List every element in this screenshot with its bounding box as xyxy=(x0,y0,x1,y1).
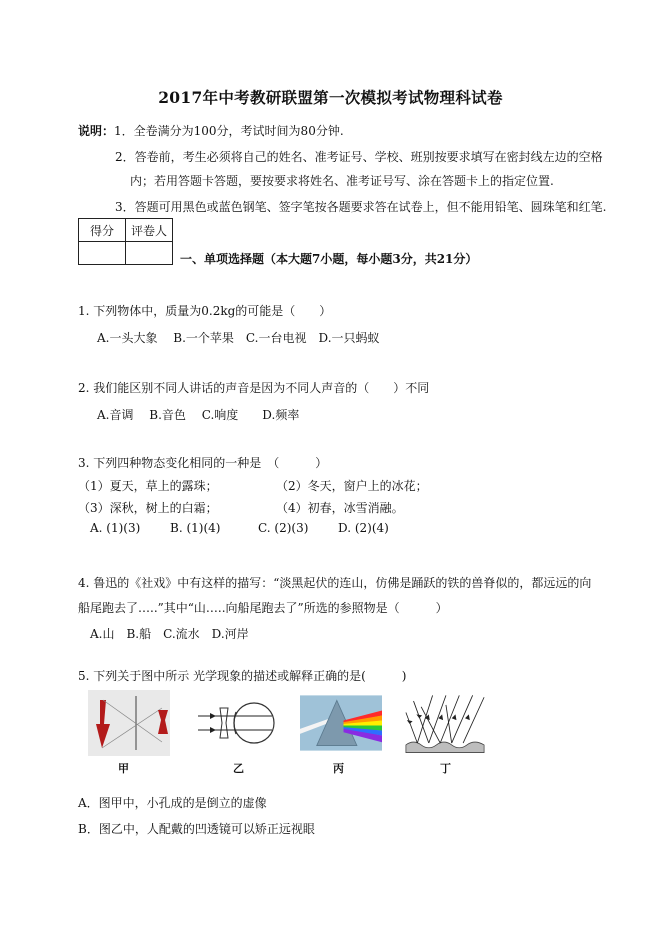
score-header: 得分 xyxy=(79,219,126,242)
instruction-2: 2．答卷前，考生必须将自己的姓名、准考证号、学校、班别按要求填写在密封线左边的空格 xyxy=(115,150,603,164)
question-2-stem: 2. 我们能区别不同人讲话的声音是因为不同人声音的（ ）不同 xyxy=(78,381,430,395)
question-3-item-1: （1）夏天，草上的露珠； xyxy=(78,479,218,493)
question-5-option-b: B．图乙中，人配戴的凹透镜可以矫正远视眼 xyxy=(78,822,315,836)
question-5-option-a: A．图甲中，小孔成的是倒立的虚像 xyxy=(78,796,267,810)
score-table xyxy=(78,218,173,265)
caption-bing: 丙 xyxy=(333,762,344,775)
question-1-stem: 1. 下列物体中，质量为0.2kg的可能是（ ） xyxy=(78,304,332,318)
question-4-options: A.山 B.船 C.流水 D.河岸 xyxy=(90,627,249,641)
question-3-item-3: （3）深秋，树上的白霜； xyxy=(78,501,218,515)
grader-header: 评卷人 xyxy=(126,219,173,242)
instructions-block xyxy=(78,122,344,139)
question-1-options: A.一头大象 B.一个苹果 C.一台电视 D.一只蚂蚁 xyxy=(97,331,380,345)
caption-ding: 丁 xyxy=(440,762,451,775)
question-3-item-2: （2）冬天，窗户上的冰花； xyxy=(276,479,428,493)
question-4-stem-cont: 船尾跑去了…..”其中“山…..向船尾跑去了”所选的参照物是（ ） xyxy=(78,601,448,615)
question-5-stem: 5. 下列关于图中所示 光学现象的描述或解释正确的是( ) xyxy=(78,669,407,683)
eye-lens-figure xyxy=(196,690,278,756)
caption-yi: 乙 xyxy=(233,762,244,775)
caption-jia: 甲 xyxy=(118,762,129,775)
instruction-3: 3．答题可用黑色或蓝色钢笔、签字笔按各题要求答在试卷上，但不能用铅笔、圆珠笔和红笔. xyxy=(115,200,607,214)
question-3-option-b: B. (1)(4) xyxy=(170,521,221,535)
prism-figure xyxy=(300,690,382,756)
pinhole-figure xyxy=(88,690,170,756)
question-3-option-a: A. (1)(3) xyxy=(90,521,141,535)
question-3-option-d: D. (2)(4) xyxy=(338,521,389,535)
instructions-label: 说明： xyxy=(78,124,115,138)
question-3-stem: 3. 下列四种物态变化相同的一种是 （ ） xyxy=(78,456,328,470)
instruction-1: 1．全卷满分为100分，考试时间为80分钟. xyxy=(114,124,344,138)
score-cell[interactable] xyxy=(79,242,126,265)
section-heading: 一、单项选择题（本大题7小题，每小题3分，共21分） xyxy=(180,252,478,266)
instruction-2-cont: 内；若用答题卡答题，要按要求将姓名、准考证号写、涂在答题卡上的指定位置. xyxy=(130,174,554,188)
question-3-option-c: C. (2)(3) xyxy=(258,521,309,535)
question-2-options: A.音调 B.音色 C.响度 D.频率 xyxy=(97,408,300,422)
page-title: 2017年中考教研联盟第一次模拟考试物理科试卷 xyxy=(158,88,503,107)
reflection-figure xyxy=(404,690,486,756)
question-4-stem: 4. 鲁迅的《社戏》中有这样的描写：“淡黑起伏的连山，仿佛是踊跃的铁的兽脊似的，都远远的向 xyxy=(78,576,592,590)
grader-cell[interactable] xyxy=(126,242,173,265)
question-3-item-4: （4）初春，冰雪消融。 xyxy=(276,501,404,515)
